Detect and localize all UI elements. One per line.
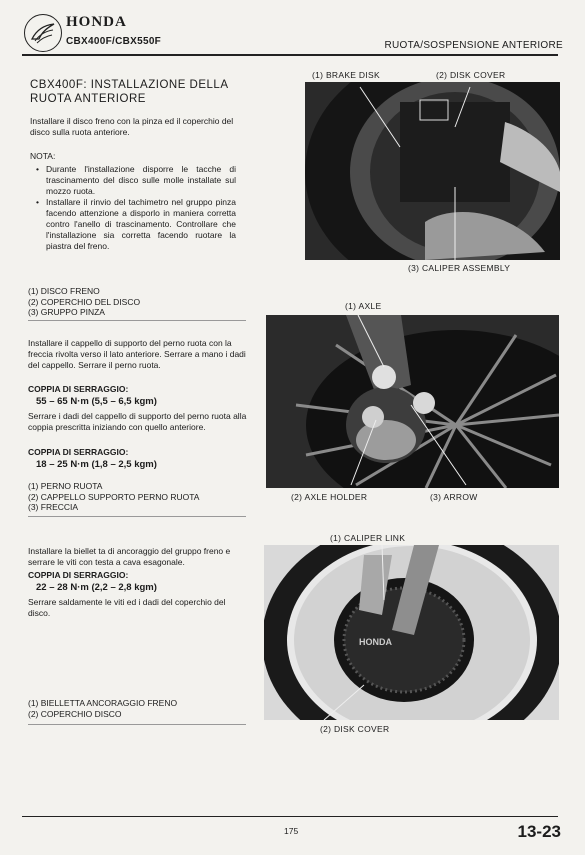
- caption-brake-disk: (1) BRAKE DISK: [312, 70, 380, 80]
- nota-bullet: • Installare il rinvio del tachimetro nel gruppo pinza facendo attenzione a disporlo in maniera corretta contro l'anello di trascinamento. Controllare che l'installazione sia corretta facendo ruotare la piastra del freno.: [36, 197, 236, 252]
- caption-axle: (1) AXLE: [345, 301, 382, 311]
- page-number: 175: [284, 826, 299, 836]
- axle-paragraph: Installare il cappello di supporto del perno ruota con la freccia rivolta verso il lato anteriore. Serrare a mano i dadi del cappello. Serrare il perno ruota.: [28, 338, 246, 370]
- caption-caliper-assembly: (3) CALIPER ASSEMBLY: [408, 263, 511, 273]
- caption-caliper-link: (1) CALIPER LINK: [330, 533, 406, 543]
- nota-bullets: [36, 164, 236, 252]
- disk-cover-paragraph: Serrare saldamente le viti ed i dadi del coperchio del disco.: [28, 597, 226, 618]
- torque-value: 55 – 65 N·m (5,5 – 6,5 kgm): [36, 396, 157, 407]
- wing-icon: [25, 15, 61, 51]
- torque-value: 22 – 28 N·m (2,2 – 2,8 kgm): [36, 582, 157, 593]
- legend-item: (1) PERNO RUOTA: [28, 481, 103, 491]
- nota-bullet: • Durante l'installazione disporre le tacche di trascinamento del disco sulle molle installate sul mozzo ruota.: [36, 164, 236, 197]
- install-paragraph: Installare il disco freno con la pinza ed il coperchio del disco sulla ruota anteriore.: [30, 116, 234, 137]
- axle-holder-photo-image: [266, 315, 559, 488]
- legend-block2: [28, 481, 199, 513]
- caption-disk-cover: (2) DISK COVER: [436, 70, 506, 80]
- legend-item: (2) COPERCHIO DEL DISCO: [28, 296, 141, 307]
- section-title: RUOTA/SOSPENSIONE ANTERIORE: [384, 40, 563, 51]
- divider: [28, 724, 246, 725]
- brand-name: HONDA: [66, 14, 127, 30]
- legend-block3: [28, 698, 177, 719]
- torque-value: 18 – 25 N·m (1,8 – 2,5 kgm): [36, 459, 157, 470]
- legend-item: (3) GRUPPO PINZA: [28, 307, 105, 317]
- caption-axle-holder: (2) AXLE HOLDER: [291, 492, 368, 502]
- photo-brake-disk-install: [305, 82, 560, 260]
- legend-item: (1) BIELLETTA ANCORAGGIO FRENO: [28, 698, 178, 708]
- caliper-link-paragraph: Installare la biellet ta di ancoraggio del gruppo freno e serrare le viti con testa a cava esagonale.: [28, 546, 231, 567]
- install-heading: CBX400F: INSTALLAZIONE DELLA RUOTA ANTERIORE: [30, 79, 228, 105]
- legend-item: (3) FRECCIA: [28, 502, 79, 512]
- header-rule: [22, 54, 558, 56]
- legend-item: (1) DISCO FRENO: [28, 286, 100, 296]
- honda-wing-logo: [24, 14, 62, 52]
- divider: [28, 320, 246, 321]
- nota-label: NOTA:: [30, 151, 56, 161]
- caption-arrow: (3) ARROW: [430, 492, 478, 502]
- footer-rule: [22, 816, 558, 817]
- page-code: 13-23: [517, 822, 561, 841]
- torque-label: COPPIA DI SERRAGGIO:: [28, 570, 129, 580]
- caliper-link-photo-image: [264, 545, 559, 720]
- torque-label: COPPIA DI SERRAGGIO:: [28, 447, 129, 457]
- photo-axle-holder: [266, 315, 559, 488]
- divider: [28, 516, 246, 517]
- brake-disk-photo-image: [305, 82, 560, 260]
- legend-item: (2) CAPPELLO SUPPORTO PERNO RUOTA: [28, 491, 200, 502]
- axle-holder-paragraph: Serrare i dadi del cappello di supporto del perno ruota alla coppia prescritta iniziando con quello anteriore.: [28, 411, 247, 432]
- caption-disk-cover: (2) DISK COVER: [320, 724, 390, 734]
- legend-item: (2) COPERCHIO DISCO: [28, 708, 122, 719]
- hub-brand-label: HONDA: [359, 637, 392, 647]
- torque-label: COPPIA DI SERRAGGIO:: [28, 384, 129, 394]
- photo-caliper-link: [264, 545, 559, 720]
- model-names: CBX400F/CBX550F: [66, 36, 162, 47]
- legend-block1: [28, 286, 140, 318]
